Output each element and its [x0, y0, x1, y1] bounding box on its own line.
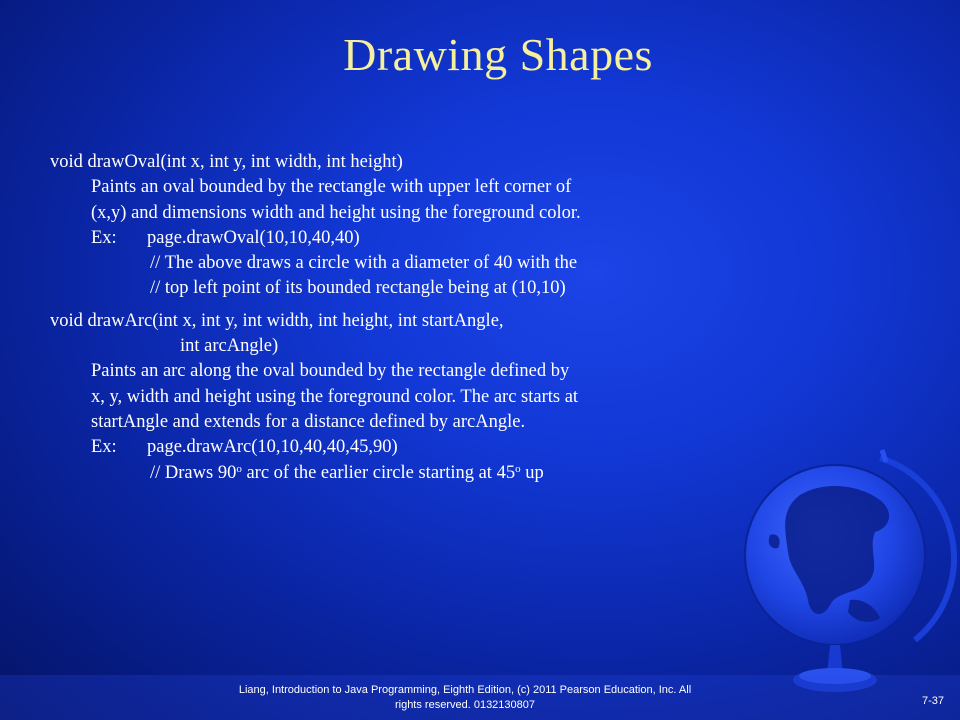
globe-icon — [730, 440, 960, 710]
degree-superscript: o — [515, 462, 521, 475]
comment-text: // Draws 90 — [150, 462, 237, 483]
drawoval-signature: void drawOval(int x, int y, int width, int height) — [50, 152, 403, 172]
example-label: Ex: — [91, 227, 117, 248]
drawarc-section — [50, 309, 710, 486]
drawarc-example — [50, 435, 710, 460]
drawoval-example — [50, 226, 710, 251]
drawarc-signature: void drawArc(int x, int y, int width, int height, int startAngle, — [50, 310, 504, 331]
comment-text: arc of the earlier circle starting at 45 — [241, 462, 516, 483]
drawarc-description-line: x, y, width and height using the foreground color. The arc starts at — [91, 386, 579, 407]
drawarc-description-line: Paints an arc along the oval bounded by the rectangle defined by — [91, 361, 570, 382]
example-code: page.drawArc(10,10,40,40,45,90) — [147, 437, 398, 458]
footer-line: Liang, Introduction to Java Programming, Eighth Edition, (c) 2011 Pearson Education, Inc. All — [238, 684, 692, 696]
page-number: 7-37 — [922, 695, 945, 707]
footer-copyright — [160, 683, 770, 713]
drawoval-comment-line: // top left point of its bounded rectangle being at (10,10) — [150, 278, 566, 299]
drawarc-description-line: startAngle and extends for a distance defined by arcAngle. — [91, 411, 526, 432]
drawoval-section — [50, 150, 710, 302]
example-code: page.drawOval(10,10,40,40) — [147, 227, 360, 248]
drawoval-description-line: (x,y) and dimensions width and height using the foreground color. — [91, 202, 581, 223]
slide-body — [50, 150, 710, 486]
degree-superscript: o — [236, 462, 242, 475]
drawarc-signature-continuation: int arcAngle) — [180, 336, 279, 357]
slide-title: Drawing Shapes — [343, 29, 653, 80]
comment-text: up — [520, 462, 544, 483]
footer-line: rights reserved. 0132130807 — [394, 699, 536, 711]
drawoval-description-line: Paints an oval bounded by the rectangle with upper left corner of — [91, 177, 572, 198]
drawoval-comment-line: // The above draws a circle with a diameter of 40 with the — [150, 253, 578, 274]
drawarc-comment-line — [50, 461, 710, 486]
example-label: Ex: — [91, 437, 117, 458]
